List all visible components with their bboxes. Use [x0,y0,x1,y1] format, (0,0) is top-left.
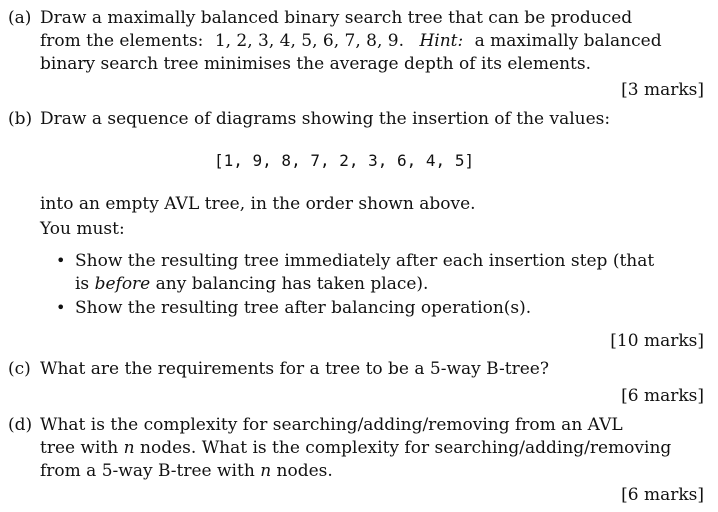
part-a-line-3: binary search tree minimises the average depth of its elements. [40,54,591,74]
bullet-icon: • [56,251,66,270]
part-a-elements: 1, 2, 3, 4, 5, 6, 7, 8, 9. [214,31,405,51]
part-b-marks: [10 marks] [610,331,704,351]
part-d-line-3 [40,460,333,482]
part-b-bullet-2: Show the resulting tree after balancing operation(s). [75,298,532,318]
part-a-line-1: Draw a maximally balanced binary search tree that can be produced [40,8,633,28]
part-d-label: (d) [8,415,33,435]
part-b-bullet-1-is: is [75,274,90,294]
part-b-bullet-1-line-2 [75,273,428,295]
part-c-label: (c) [8,359,31,379]
part-b-bullet-1-rest: any balancing has taken place). [155,274,429,294]
part-d-n-variable: n [260,461,272,481]
part-a-line-2 [40,30,662,52]
part-d-line-2 [40,437,671,459]
part-a-hint-text: a maximally balanced [474,31,662,51]
part-b-line-1: Draw a sequence of diagrams showing the insertion of the values: [40,109,611,129]
part-d-line-1: What is the complexity for searching/adding/removing from an AVL [40,415,623,435]
part-b-must: You must: [40,219,125,239]
part-a-elements-intro: from the elements: [40,31,204,51]
part-c-line-1: What are the requirements for a tree to be a 5-way B-tree? [40,359,549,379]
part-a-label: (a) [8,8,32,28]
part-d-marks: [6 marks] [621,485,704,505]
part-d-line-3-pre: from a 5-way B-tree with [40,461,255,481]
part-b-line-2: into an empty AVL tree, in the order shown above. [40,194,476,214]
part-d-line-3-post: nodes. [276,461,333,481]
part-d-n-variable: n [123,438,135,458]
part-a-hint-label: Hint: [419,31,464,51]
part-b-values: [1, 9, 8, 7, 2, 3, 6, 4, 5] [214,151,475,170]
part-d-line-2-post: nodes. What is the complexity for searching/adding/removing [140,438,672,458]
part-c-marks: [6 marks] [621,386,704,406]
part-d-line-2-pre: tree with [40,438,119,458]
part-b-bullet-1-before: before [94,274,151,294]
part-b-label: (b) [8,109,33,129]
part-a-marks: [3 marks] [621,80,704,100]
part-b-bullet-1-line-1: Show the resulting tree immediately after each insertion step (that [75,251,655,271]
bullet-icon: • [56,298,66,317]
